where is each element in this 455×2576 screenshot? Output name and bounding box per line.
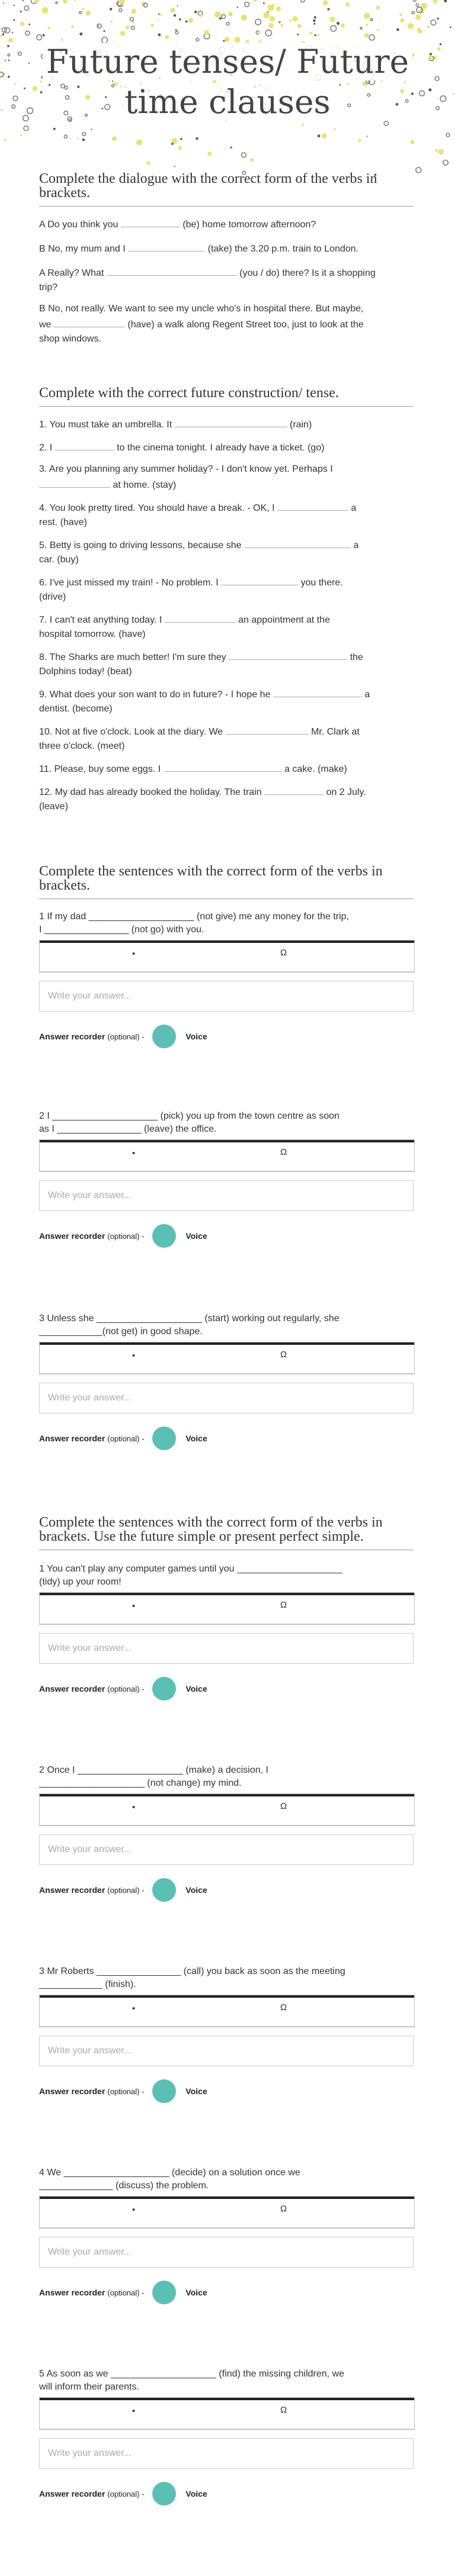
blank-field[interactable] xyxy=(128,240,205,252)
exercise-item: 4. You look pretty tired. You should have a break. - OK, I a rest. (have) xyxy=(39,500,414,530)
answer-recorder xyxy=(39,2079,414,2103)
blank-field[interactable] xyxy=(107,265,237,276)
pattern-dot xyxy=(175,29,177,31)
blank-field[interactable] xyxy=(273,686,362,697)
pattern-dot xyxy=(20,134,22,136)
blank-field[interactable] xyxy=(221,574,298,585)
pattern-dot xyxy=(196,38,199,41)
pattern-dot xyxy=(118,0,125,4)
pattern-dot xyxy=(331,25,337,31)
pattern-dot xyxy=(158,33,161,36)
pattern-dot xyxy=(309,32,312,35)
recorder-label: Answer recorder xyxy=(39,1231,105,1241)
pattern-dot xyxy=(237,7,238,8)
bullet-button[interactable]: • xyxy=(132,1148,136,1158)
editor-toolbar xyxy=(40,2197,414,2228)
blank-field[interactable] xyxy=(175,416,287,427)
voice-label: Voice xyxy=(185,1434,207,1443)
answer-editor xyxy=(39,940,415,973)
answer-editor xyxy=(39,2196,415,2229)
voice-label: Voice xyxy=(185,1231,207,1241)
pattern-dot xyxy=(177,5,178,7)
pattern-dot xyxy=(222,15,226,19)
pattern-dot xyxy=(435,149,438,152)
pattern-dot xyxy=(400,14,402,16)
omega-symbol-button[interactable]: Ω xyxy=(280,1147,287,1157)
omega-symbol-button[interactable]: Ω xyxy=(280,2204,287,2214)
recorder-optional: (optional) - xyxy=(107,1231,145,1241)
pattern-dot xyxy=(411,140,415,144)
record-button[interactable] xyxy=(152,2281,176,2304)
pattern-dot xyxy=(43,34,45,37)
omega-symbol-button[interactable]: Ω xyxy=(280,2002,287,2012)
pattern-dot xyxy=(276,7,281,11)
pattern-dot xyxy=(418,29,422,34)
blank-field[interactable] xyxy=(244,537,351,548)
blank-field[interactable] xyxy=(121,216,180,227)
pattern-dot xyxy=(272,4,274,6)
answer-editor xyxy=(39,1995,415,2027)
recorder-label: Answer recorder xyxy=(39,2489,105,2498)
dialogue-section xyxy=(39,172,414,346)
exercise-item: 5. Betty is going to driving lessons, because she a car. (buy) xyxy=(39,537,414,567)
answer-recorder xyxy=(39,1677,414,1701)
question-text: 1 You can't play any computer games until you ____________________ (tidy) up your room! xyxy=(39,1564,342,1587)
pattern-dot xyxy=(20,11,22,12)
pattern-dot xyxy=(341,24,345,28)
pattern-dot xyxy=(258,31,261,34)
pattern-dot xyxy=(315,34,316,36)
exercise-item: 2. I to the cinema tonight. I already have a ticket. (go) xyxy=(39,439,414,455)
pattern-dot xyxy=(290,20,292,22)
pattern-dot xyxy=(358,139,361,142)
pattern-dot xyxy=(408,23,414,29)
answer-recorder xyxy=(39,2482,414,2506)
pattern-dot xyxy=(367,136,368,137)
pattern-dot xyxy=(185,20,188,22)
pattern-dot xyxy=(61,38,63,41)
pattern-dot xyxy=(24,126,28,131)
pattern-dot xyxy=(265,30,271,36)
blank-field[interactable] xyxy=(39,476,110,488)
record-button[interactable] xyxy=(152,1224,176,1248)
section-title: Complete the dialogue with the correct form of the verbs in brackets. xyxy=(39,172,414,207)
pattern-dot xyxy=(82,8,84,11)
answer-editor xyxy=(39,1139,415,1172)
recorder-optional: (optional) - xyxy=(107,2288,145,2297)
pattern-dot xyxy=(230,147,232,149)
pattern-dot xyxy=(3,3,4,4)
section-title: Complete the sentences with the correct form of the verbs in brackets. xyxy=(39,864,414,899)
pattern-dot xyxy=(14,5,15,6)
answer-editor xyxy=(39,1342,415,1374)
question-block xyxy=(39,1764,414,1902)
recorder-label: Answer recorder xyxy=(39,2086,105,2096)
answer-recorder xyxy=(39,1224,414,1248)
recorder-label: Answer recorder xyxy=(39,1885,105,1895)
pattern-dot xyxy=(264,12,270,18)
pattern-dot xyxy=(327,8,329,11)
pattern-dot xyxy=(63,0,68,4)
pattern-dot xyxy=(25,31,30,35)
recorder-label: Answer recorder xyxy=(39,1032,105,1041)
pattern-dot xyxy=(245,2,249,7)
pattern-dot xyxy=(360,27,362,29)
section-title: Complete the sentences with the correct form of the verbs in brackets. Use the future simple or present perfect simple. xyxy=(39,1515,414,1550)
pattern-dot xyxy=(254,0,257,2)
pattern-dot xyxy=(188,18,193,22)
pattern-dot xyxy=(64,135,67,138)
question-text: 5 As soon as we ____________________ (find) the missing children, we will inform their parents. xyxy=(39,2369,345,2392)
pattern-dot xyxy=(376,5,380,9)
pattern-dot xyxy=(318,134,321,137)
exercise-item: 8. The Sharks are much better! I'm sure they the Dolphins today! (beat) xyxy=(39,649,414,679)
answer-input[interactable]: Write your answer... xyxy=(39,981,414,1012)
pattern-dot xyxy=(323,1,328,6)
pattern-dot xyxy=(297,24,302,28)
recorder-label: Answer recorder xyxy=(39,1684,105,1693)
exercise-item: 11. Please, buy some eggs. I a cake. (make) xyxy=(39,761,414,777)
pattern-dot xyxy=(369,35,374,40)
pattern-dot xyxy=(136,140,142,146)
pattern-dot xyxy=(82,139,85,141)
blank-field[interactable] xyxy=(229,649,347,660)
record-button[interactable] xyxy=(152,1427,176,1450)
pattern-dot xyxy=(263,2,265,4)
pattern-dot xyxy=(279,21,281,23)
pattern-dot xyxy=(180,138,182,140)
pattern-dot xyxy=(175,31,178,34)
pattern-dot xyxy=(120,31,126,36)
question-block xyxy=(39,1110,414,1248)
pattern-dot xyxy=(119,9,122,12)
pattern-dot xyxy=(159,13,162,15)
pattern-dot xyxy=(74,0,76,1)
pattern-dot xyxy=(76,137,78,139)
pattern-dot xyxy=(416,4,419,7)
recorder-optional: (optional) - xyxy=(107,2086,145,2096)
pattern-dot xyxy=(415,14,421,20)
exercise-item: 10. Not at five o'clock. Look at the diary. We Mr. Clark at three o'clock. (meet) xyxy=(39,723,414,754)
record-button[interactable] xyxy=(152,2482,176,2506)
answer-editor xyxy=(39,1793,415,1826)
pattern-dot xyxy=(427,25,430,28)
answer-input[interactable]: Write your answer... xyxy=(39,1633,414,1664)
pattern-dot xyxy=(199,14,203,17)
pattern-dot xyxy=(12,32,13,33)
answer-input[interactable]: Write your answer... xyxy=(39,2036,414,2066)
editor-toolbar xyxy=(40,941,414,972)
pattern-dot xyxy=(204,30,209,36)
pattern-dot xyxy=(370,19,373,21)
omega-symbol-button[interactable]: Ω xyxy=(280,1801,287,1811)
pattern-dot xyxy=(157,20,159,21)
pattern-dot xyxy=(13,20,15,21)
pattern-dot xyxy=(268,23,274,28)
editor-toolbar xyxy=(40,1995,414,2027)
pattern-dot xyxy=(301,0,305,2)
pattern-dot xyxy=(345,2,350,7)
bullet-button[interactable]: • xyxy=(132,1351,136,1361)
pattern-dot xyxy=(364,33,369,38)
pattern-dot xyxy=(219,17,222,20)
editor-toolbar xyxy=(40,1593,414,1624)
pattern-dot xyxy=(318,34,319,36)
pattern-dot xyxy=(255,19,261,25)
editor-toolbar xyxy=(40,1342,414,1374)
pattern-dot xyxy=(293,16,298,21)
answer-input[interactable]: Write your answer... xyxy=(39,2237,414,2268)
pattern-dot xyxy=(132,26,134,29)
pattern-dot xyxy=(433,0,438,4)
pattern-dot xyxy=(53,128,56,130)
pattern-dot xyxy=(103,30,105,32)
bullet-button[interactable]: • xyxy=(132,949,136,959)
pattern-dot xyxy=(242,153,246,157)
record-button[interactable] xyxy=(152,1878,176,1902)
pattern-dot xyxy=(174,14,176,17)
pattern-dot xyxy=(174,166,175,167)
answer-input[interactable]: Write your answer... xyxy=(39,2438,414,2469)
voice-label: Voice xyxy=(185,1885,207,1895)
pattern-dot xyxy=(414,0,416,1)
blank-field[interactable] xyxy=(55,439,114,450)
question-block xyxy=(39,910,414,1048)
pattern-dot xyxy=(42,7,49,14)
pattern-dot xyxy=(214,12,221,18)
pattern-dot xyxy=(28,24,30,25)
omega-symbol-button[interactable]: Ω xyxy=(280,1600,287,1610)
pattern-dot xyxy=(79,11,82,14)
pattern-dot xyxy=(400,18,404,22)
exercise-item: 3. Are you planning any summer holiday? - I don't know yet. Perhaps I at home. (stay) xyxy=(39,464,333,490)
pattern-dot xyxy=(56,2,57,4)
pattern-dot xyxy=(334,128,336,130)
question-text: 4 We ____________________ (decide) on a solution once we ______________ (discuss) the problem. xyxy=(39,2168,300,2191)
pattern-dot xyxy=(364,13,370,20)
dialogue-line: A Do you think you (be) home tomorrow afternoon? xyxy=(39,216,414,232)
recorder-optional: (optional) - xyxy=(107,1434,145,1443)
pattern-dot xyxy=(446,133,450,137)
pattern-dot xyxy=(37,35,42,40)
voice-label: Voice xyxy=(185,1032,207,1041)
pattern-dot xyxy=(4,139,7,141)
answer-recorder xyxy=(39,1427,414,1450)
pattern-dot xyxy=(250,158,254,162)
pattern-dot xyxy=(2,33,5,36)
pattern-dot xyxy=(79,33,82,36)
pattern-dot xyxy=(171,143,174,145)
pattern-dot xyxy=(130,17,133,21)
question-block xyxy=(39,2368,414,2506)
bullet-button[interactable]: • xyxy=(132,2406,136,2416)
pattern-dot xyxy=(444,0,447,2)
pattern-dot xyxy=(314,16,316,18)
answer-editor xyxy=(39,2397,415,2430)
recorder-optional: (optional) - xyxy=(107,2489,145,2498)
recorder-optional: (optional) - xyxy=(107,1684,145,1693)
pattern-dot xyxy=(443,160,448,165)
pattern-dot xyxy=(150,24,153,27)
blank-field[interactable] xyxy=(226,723,309,735)
answer-recorder xyxy=(39,1025,414,1048)
pattern-dot xyxy=(86,11,91,15)
pattern-dot xyxy=(270,16,275,22)
pattern-dot xyxy=(337,22,339,25)
pattern-dot xyxy=(171,8,175,12)
pattern-dot xyxy=(207,152,212,156)
question-text: 3 Mr Roberts ________________ (call) you back as soon as the meeting ____________ (finish). xyxy=(39,1966,345,1989)
pattern-dot xyxy=(112,136,117,141)
pattern-dot xyxy=(126,25,129,29)
pattern-dot xyxy=(438,149,444,155)
exercise-item: 1. You must take an umbrella. It (rain) xyxy=(39,416,414,432)
pattern-dot xyxy=(228,12,233,17)
answer-recorder xyxy=(39,2281,414,2304)
pattern-dot xyxy=(20,22,24,26)
exercise-item: 12. My dad has already booked the holiday. The train on 2 July. (leave) xyxy=(39,784,414,814)
pattern-dot xyxy=(313,20,316,22)
pattern-dot xyxy=(280,24,283,27)
pattern-dot xyxy=(179,18,181,21)
question-text: 2 Once I ____________________ (make) a decision, I ____________________ (not change) my mind. xyxy=(39,1765,268,1788)
recorder-label: Answer recorder xyxy=(39,2288,105,2297)
voice-label: Voice xyxy=(185,2288,207,2297)
pattern-dot xyxy=(34,0,40,3)
pattern-dot xyxy=(313,23,315,25)
title-line-2: time clauses xyxy=(121,83,334,121)
answer-input[interactable]: Write your answer... xyxy=(39,1834,414,1865)
pattern-dot xyxy=(24,6,28,10)
pattern-dot xyxy=(437,18,439,20)
future-construction-section xyxy=(39,386,414,814)
pattern-dot xyxy=(71,25,74,28)
answer-input[interactable]: Write your answer... xyxy=(39,1383,414,1413)
question-block xyxy=(39,1312,414,1450)
pattern-dot xyxy=(377,29,379,31)
omega-symbol-button[interactable]: Ω xyxy=(280,948,287,958)
bullet-button[interactable]: • xyxy=(132,2004,136,2014)
omega-symbol-button[interactable]: Ω xyxy=(280,1350,287,1360)
exercise-item: 9. What does your son want to do in future? - I hope he a dentist. (become) xyxy=(39,686,414,716)
pattern-dot xyxy=(450,27,451,28)
answer-recorder xyxy=(39,1878,414,1902)
pattern-dot xyxy=(131,9,136,14)
record-button[interactable] xyxy=(152,2079,176,2103)
pattern-dot xyxy=(297,34,299,36)
pattern-dot xyxy=(396,28,399,31)
question-block xyxy=(39,1563,414,1701)
exercise-item: 6. I've just missed my train! - No problem. I you there. (drive) xyxy=(39,574,414,604)
question-text: 3 Unless she ____________________ (start) working out regularly, she ____________(not get) in good shape. xyxy=(39,1313,339,1337)
pattern-dot xyxy=(322,133,327,139)
bullet-button[interactable]: • xyxy=(132,1802,136,1812)
question-block xyxy=(39,1965,414,2103)
pattern-dot xyxy=(91,128,92,130)
recorder-label: Answer recorder xyxy=(39,1434,105,1443)
section-title: Complete with the correct future construction/ tense. xyxy=(39,386,414,407)
recorder-optional: (optional) - xyxy=(107,1032,145,1041)
page-header xyxy=(0,0,455,178)
pattern-dot xyxy=(241,15,247,21)
question-block xyxy=(39,2166,414,2304)
voice-label: Voice xyxy=(185,2489,207,2498)
voice-label: Voice xyxy=(185,1684,207,1693)
sentences-section-2 xyxy=(39,1515,414,1550)
pattern-dot xyxy=(98,25,99,27)
record-button[interactable] xyxy=(152,1677,176,1701)
dialogue-line: B No, my mum and I (take) the 3.20 p.m. train to London. xyxy=(39,240,414,256)
blank-field[interactable] xyxy=(277,500,348,511)
blank-field[interactable] xyxy=(165,611,236,623)
pattern-dot xyxy=(330,17,335,22)
pattern-dot xyxy=(226,22,229,25)
bullet-button[interactable]: • xyxy=(132,2205,136,2215)
pattern-dot xyxy=(416,168,421,173)
editor-toolbar xyxy=(40,1794,414,1825)
sentences-section-1 xyxy=(39,864,414,899)
blank-field[interactable] xyxy=(264,784,323,795)
voice-label: Voice xyxy=(185,2086,207,2096)
page-title xyxy=(0,41,455,122)
record-button[interactable] xyxy=(152,1025,176,1048)
pattern-dot xyxy=(366,24,368,26)
pattern-dot xyxy=(179,148,181,150)
pattern-dot xyxy=(0,35,2,37)
answer-editor xyxy=(39,1592,415,1625)
dialogue-line: B No, not really. We want to see my uncle who's in hospital there. But maybe, we (have) a walk along Regent Street too, just to look at the shop windows. xyxy=(39,304,364,344)
question-text: 2 I ____________________ (pick) you up from the town centre as soon as I ________________ (leave) the office. xyxy=(39,1111,340,1134)
pattern-dot xyxy=(23,0,24,1)
bullet-button[interactable]: • xyxy=(132,1601,136,1611)
editor-toolbar xyxy=(40,2398,414,2429)
exercise-item: 7. I can't eat anything today. I an appointment at the hospital tomorrow. (have) xyxy=(39,611,414,642)
pattern-dot xyxy=(412,11,414,14)
blank-field[interactable] xyxy=(164,761,282,772)
pattern-dot xyxy=(111,21,113,22)
question-text: 1 If my dad ____________________ (not give) me any money for the trip, I ________________ (not go) with you. xyxy=(39,912,350,935)
dialogue-line: A Really? What (you / do) there? Is it a shopping trip? xyxy=(39,265,414,295)
pattern-dot xyxy=(47,27,50,30)
omega-symbol-button[interactable]: Ω xyxy=(280,2405,287,2415)
pattern-dot xyxy=(302,124,304,126)
recorder-optional: (optional) - xyxy=(107,1885,145,1895)
blank-field[interactable] xyxy=(54,316,125,327)
answer-input[interactable]: Write your answer... xyxy=(39,1180,414,1211)
pattern-dot xyxy=(194,11,197,13)
pattern-dot xyxy=(110,8,112,10)
pattern-dot xyxy=(82,133,86,136)
editor-toolbar xyxy=(40,1140,414,1171)
pattern-dot xyxy=(431,20,436,25)
title-line-1: Future tenses/ Future xyxy=(43,43,412,80)
pattern-dot xyxy=(146,161,150,165)
pattern-dot xyxy=(165,36,169,39)
pattern-dot xyxy=(196,137,198,140)
